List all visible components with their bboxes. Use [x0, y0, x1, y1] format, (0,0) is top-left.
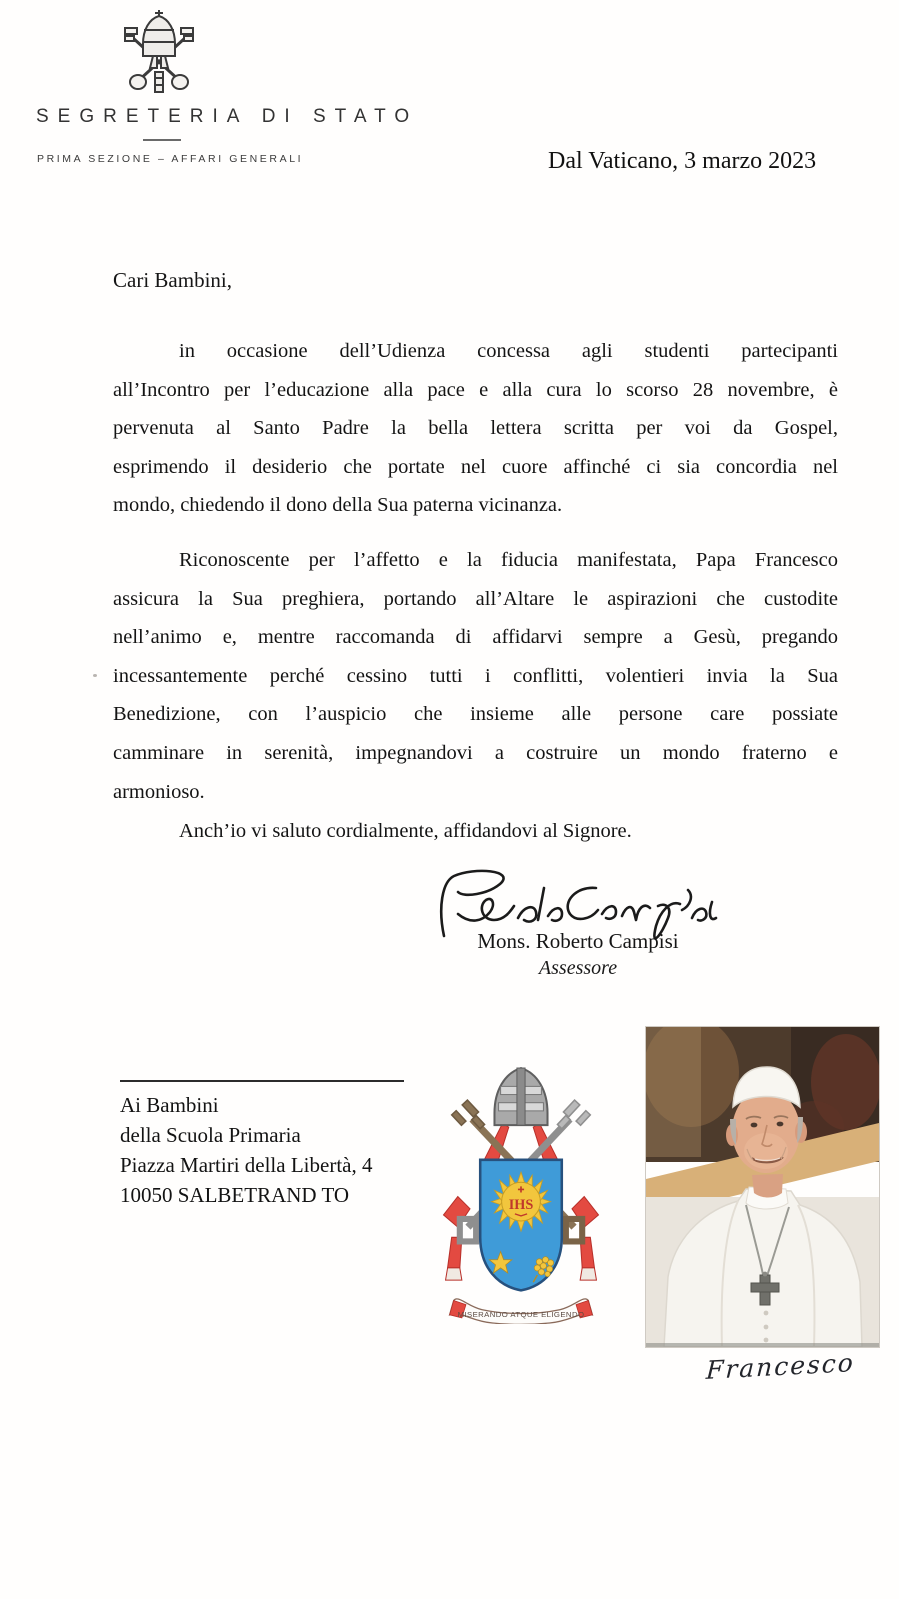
letter-line: Riconoscente per l’affetto e la fiducia manifestata, Papa Francesco — [179, 549, 838, 571]
letterhead-organization: SEGRETERIA DI STATO — [36, 106, 419, 127]
papal-coat-of-arms-icon — [426, 1066, 616, 1324]
vatican-keys-tiara-icon — [117, 6, 201, 102]
dateline: Dal Vaticano, 3 marzo 2023 — [548, 148, 817, 174]
letter-line: Benedizione, con l’auspicio che insieme alle persone care possiate — [113, 703, 838, 726]
addressee-line: Ai Bambini — [120, 1093, 219, 1117]
paragraph-3 — [113, 812, 838, 851]
paragraph-2 — [113, 541, 838, 811]
letterhead-divider — [143, 139, 181, 141]
addressee-line: della Scuola Primaria — [120, 1123, 301, 1147]
salutation: Cari Bambini, — [113, 268, 232, 292]
letterhead-section: PRIMA SEZIONE – AFFARI GENERALI — [37, 153, 304, 165]
letter-line: all’Incontro per l’educazione alla pace e alla cura lo scorso 28 novembre, è — [113, 378, 838, 401]
letter-line: assicura la Sua preghiera, portando all’Altare le aspirazioni che custodite — [113, 587, 838, 610]
ihs-sun-icon — [491, 1172, 550, 1231]
letter-line: mondo, chiedendo il dono della Sua paterna vicinanza. — [113, 494, 563, 517]
letter-line: Anch’io vi saluto cordialmente, affidandovi al Signore. — [179, 820, 632, 842]
letter-line: nell’animo e, mentre raccomanda di affidarvi sempre a Gesù, pregando — [113, 626, 838, 649]
francesco-signature: Francesco — [705, 1348, 856, 1385]
signer-title: Assessore — [538, 957, 618, 979]
letter-line: incessantemente perché cessino tutti i conflitti, volentieri invia la Sua — [113, 664, 838, 687]
pope-francis-photo — [645, 1026, 880, 1348]
ihs-monogram: IHS — [508, 1196, 534, 1213]
letter-line: esprimendo il desiderio che portate nel cuore affinché ci sia concordia nel — [113, 455, 838, 478]
addressee-line: 10050 SALBETRAND TO — [120, 1183, 350, 1207]
letter-line: armonioso. — [113, 780, 205, 803]
addressee-block — [120, 1080, 404, 1210]
addressee-rule — [120, 1080, 404, 1082]
mitre-icon — [494, 1068, 547, 1125]
addressee-line: Piazza Martiri della Libertà, 4 — [120, 1153, 373, 1177]
motto-text: MISERANDO ATQUE ELIGENDO — [457, 1309, 585, 1319]
paragraph-1 — [113, 332, 838, 525]
letter-line: pervenuta al Santo Padre la bella lettera scritta per voi da Gospel, — [113, 417, 838, 440]
letter-line: camminare in serenità, impegnandovi a costruire un mondo fraterno e — [113, 741, 838, 764]
signer-name: Mons. Roberto Campisi — [477, 929, 679, 953]
motto-scroll — [450, 1299, 593, 1324]
stray-scan-mark — [93, 674, 97, 677]
letter-line: in occasione dell’Udienza concessa agli studenti partecipanti — [179, 340, 838, 362]
